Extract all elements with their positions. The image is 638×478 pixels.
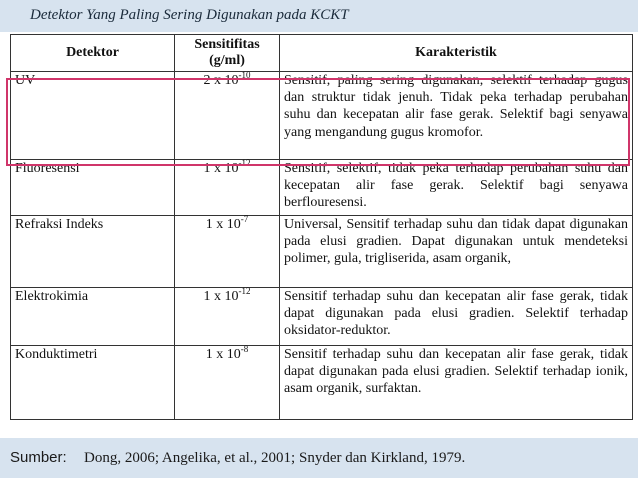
source-label: Sumber: xyxy=(10,449,67,466)
cell-detektor: Refraksi Indeks xyxy=(11,216,175,288)
source-citation: Dong, 2006; Angelika, et al., 2001; Snyder dan Kirkland, 1979. xyxy=(84,450,466,466)
table-row xyxy=(11,288,633,346)
table-row xyxy=(11,160,633,216)
table-row xyxy=(11,216,633,288)
title-bar xyxy=(0,0,638,32)
cell-detektor: Fluoresensi xyxy=(11,160,175,216)
cell-karakteristik: Universal, Sensitif terhadap suhu dan tidak dapat digunakan pada elusi gradien. Dapat digunakan untuk mendeteksi polimer, gula, trigliserida, asam organik, xyxy=(280,216,633,288)
cell-sensitifitas xyxy=(175,72,280,160)
table-row xyxy=(11,72,633,160)
header-sensitifitas-line1: Sensitifitas xyxy=(194,37,260,52)
sens-base: 1 x 10 xyxy=(205,217,241,232)
cell-sensitifitas xyxy=(175,346,280,420)
table-row xyxy=(11,346,633,420)
cell-karakteristik: Sensitif terhadap suhu dan kecepatan alir fase gerak, tidak dapat digunakan pada elusi gradien. Selektif terhadap ionik, asam organik, surfaktan. xyxy=(280,346,633,420)
cell-sensitifitas xyxy=(175,160,280,216)
cell-karakteristik: Sensitif terhadap suhu dan kecepatan alir fase gerak, tidak dapat digunakan pada elusi gradien. Selektif terhadap oksidator-reduktor. xyxy=(280,288,633,346)
table-image xyxy=(6,33,632,435)
header-detektor: Detektor xyxy=(11,35,175,72)
cell-sensitifitas xyxy=(175,216,280,288)
detector-table xyxy=(10,34,633,420)
sens-base: 1 x 10 xyxy=(203,289,239,304)
sens-exponent: -7 xyxy=(240,214,249,224)
table-header-row xyxy=(11,35,633,72)
header-karakteristik: Karakteristik xyxy=(280,35,633,72)
cell-detektor: UV xyxy=(11,72,175,160)
cell-karakteristik: Sensitif, paling sering digunakan, selektif terhadap gugus dan struktur tidak jenuh. Tidak peka terhadap perubahan suhu dan kecepatan alir fase gerak. Selektif bagi senyawa yang mengandung gugus kromofor. xyxy=(280,72,633,160)
sens-exponent: -12 xyxy=(238,286,251,296)
header-sensitifitas xyxy=(175,35,280,72)
sens-exponent: -8 xyxy=(240,344,249,354)
cell-sensitifitas xyxy=(175,288,280,346)
header-sensitifitas-line2: (g/ml) xyxy=(209,53,245,68)
sens-exponent: -10 xyxy=(238,70,251,80)
slide-title: Detektor Yang Paling Sering Digunakan pada KCKT xyxy=(30,7,349,23)
cell-detektor: Elektrokimia xyxy=(11,288,175,346)
sens-base: 1 x 10 xyxy=(203,161,239,176)
sens-base: 1 x 10 xyxy=(205,347,241,362)
sens-base: 2 x 10 xyxy=(203,73,239,88)
cell-karakteristik: Sensitif, selektif, tidak peka terhadap perubahan suhu dan kecepatan alir fase gerak. Selektif bagi senyawa berflouresensi. xyxy=(280,160,633,216)
footer-bar xyxy=(0,438,638,478)
cell-detektor: Konduktimetri xyxy=(11,346,175,420)
sens-exponent: -12 xyxy=(238,158,251,168)
